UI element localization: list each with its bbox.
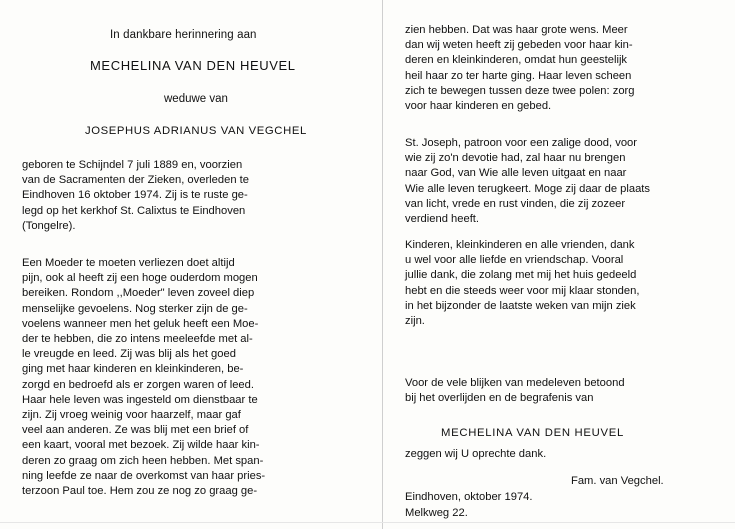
text-line: u wel voor alle liefde en vriendschap. Vooral [405, 254, 624, 267]
text-line: St. Joseph, patroon voor een zalige dood, voor [405, 137, 637, 149]
text-line: deren en kleinkinderen, omdat hun geestelijk [405, 54, 628, 67]
text-line: naar God, van Wie alle leven uitgaat en naar [405, 167, 627, 180]
text-line: zorgd en bedroefd als er zorgen waren of leed. [22, 378, 254, 391]
closing-text [405, 376, 715, 406]
mother-tribute-paragraph [22, 256, 322, 499]
text-line: voor haar kinderen en gebed. [405, 100, 552, 113]
text-line: Voor de vele blijken van medeleven betoond [405, 377, 625, 389]
family-signature: Fam. van Vegchel. [571, 475, 664, 487]
text-line: deren zo graag om zich heen hebben. Met span- [22, 454, 264, 467]
birth-death-paragraph [22, 158, 322, 234]
thanks-text: zeggen wij U oprechte dank. [405, 448, 547, 460]
text-line: bereiken. Rondom ,,Moeder" leven zoveel diep [22, 287, 255, 300]
gratitude-paragraph [405, 238, 715, 329]
text-line: Haar hele leven was ingesteld om dienstbaar te [22, 393, 258, 406]
text-line: in het bijzonder de laatste weken van mijn ziek [405, 299, 636, 312]
closing-deceased-name: MECHELINA VAN DEN HEUVEL [441, 427, 624, 439]
text-line: Een Moeder te moeten verliezen doet altijd [22, 257, 235, 269]
text-line: bij het overlijden en de begrafenis van [405, 392, 594, 405]
text-line: een kaart, vooral met bezoek. Zij wilde haar kin- [22, 439, 260, 452]
fold-divider [382, 0, 383, 529]
text-line: voelens wanneer men het geluk heeft een Moe- [22, 317, 259, 330]
place-date: Eindhoven, oktober 1974. [405, 491, 533, 503]
text-line: (Tongelre). [22, 219, 76, 232]
text-line: le vreugde en leed. Zij was blij als het goed [22, 348, 236, 361]
text-line: ning leefde ze naar de overkomst van haar pries- [22, 469, 266, 482]
text-line: zich te bewegen tussen deze twee polen: zorg [405, 84, 635, 97]
deceased-name: MECHELINA VAN DEN HEUVEL [90, 58, 296, 73]
text-line: pijn, ook al heeft zij een hoge ouderdom mogen [22, 272, 258, 285]
address: Melkweg 22. [405, 507, 468, 519]
text-line: zijn. Zij vroeg weinig voor haarzelf, maar gaf [22, 409, 241, 422]
text-line: zijn. [405, 315, 425, 328]
text-line: Wie alle leven terugkeert. Moge zij daar de plaats [405, 182, 651, 195]
text-line: van de Sacramenten der Zieken, overleden te [22, 174, 249, 187]
text-line: ging met haar kinderen en kleinkinderen, be- [22, 363, 244, 376]
text-line: veel aan anderen. Ze was blij met een brief of [22, 424, 249, 437]
text-line: wie zij zo'n devotie had, zal haar nu brengen [405, 152, 626, 165]
text-line: heil haar zo ter harte ging. Haar leven scheen [405, 69, 632, 82]
text-line: Kinderen, kleinkinderen en alle vrienden, dank [405, 239, 635, 251]
text-line: zien hebben. Dat was haar grote wens. Meer [405, 24, 628, 36]
text-line: verdiend heeft. [405, 213, 480, 226]
text-line: hebt en die steeds weer voor mij klaar stonden, [405, 284, 640, 297]
text-line: terzoon Paul toe. Hem zou ze nog zo graag ge- [22, 485, 258, 498]
prayer-paragraph [405, 23, 715, 114]
text-line: legd op het kerkhof St. Calixtus te Eindhoven [22, 204, 246, 217]
text-line: menselijke gevoelens. Nog sterker zijn de ge- [22, 302, 248, 315]
husband-name: JOSEPHUS ADRIANUS VAN VEGCHEL [85, 125, 307, 137]
widow-of-label: weduwe van [164, 93, 228, 105]
text-line: van licht, vrede en rust vinden, die zij zozeer [405, 197, 626, 210]
scan-edge-line [0, 522, 735, 523]
st-joseph-paragraph [405, 136, 715, 227]
text-line: Eindhoven 16 oktober 1974. Zij is te ruste ge- [22, 189, 248, 202]
intro-text: In dankbare herinnering aan [110, 29, 257, 41]
text-line: jullie dank, die zolang met mij het huis gedeeld [405, 269, 637, 282]
text-line: geboren te Schijndel 7 juli 1889 en, voorzien [22, 159, 243, 171]
text-line: der te hebben, die zo intens meeleefde met al- [22, 333, 253, 346]
text-line: dan wij weten heeft zij gebeden voor haar kin- [405, 39, 633, 52]
